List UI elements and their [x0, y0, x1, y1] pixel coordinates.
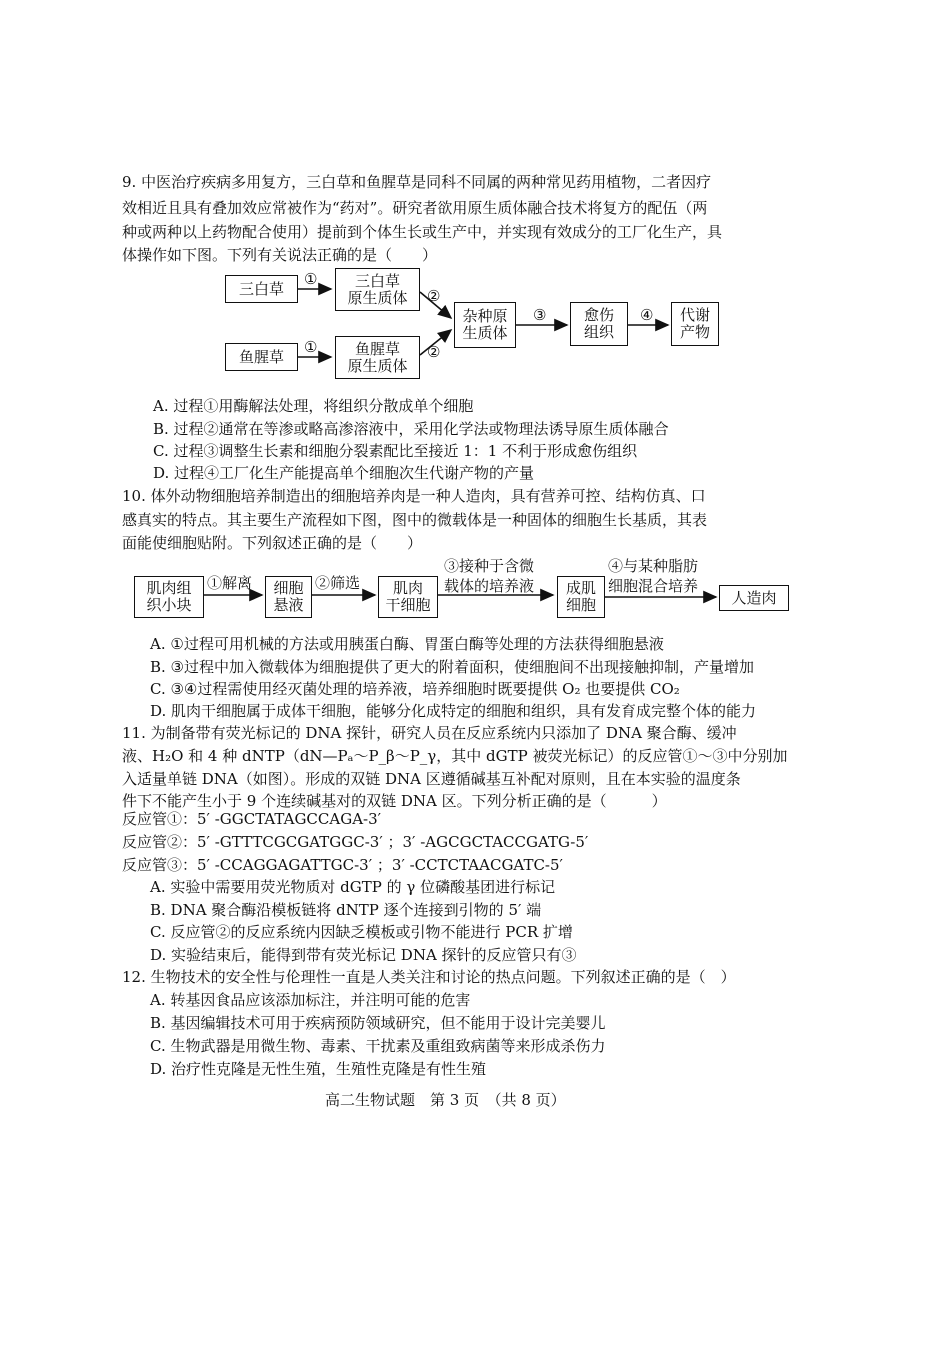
- q10-box-stem-l2: 干细胞: [385, 596, 431, 614]
- q12-option-b: B. 基因编辑技术可用于疾病预防领域研究，但不能用于设计完美婴儿: [150, 1014, 606, 1032]
- q9-option-b: B. 过程②通常在等渗或略高渗溶液中，采用化学法或物理法诱导原生质体融合: [153, 420, 669, 438]
- q9-stem-line: 种或两种以上药物配合使用）提前到个体生长或生产中，并实现有效成分的工厂化生产，具: [122, 223, 723, 241]
- q9-step4: ④: [640, 306, 654, 324]
- q10-option-a: A. ①过程可用机械的方法或用胰蛋白酶、胃蛋白酶等处理的方法获得细胞悬液: [150, 635, 664, 653]
- q9-box-yuxing-proto-l1: 鱼腥草: [354, 339, 400, 358]
- q12-option-c: C. 生物武器是用微生物、毒素、干扰素及重组致病菌等来形成杀伤力: [150, 1037, 606, 1055]
- q10-box-stem-l1: 肌肉: [392, 579, 423, 597]
- q10-option-d: D. 肌肉干细胞属于成体干细胞，能够分化成特定的细胞和组织，具有发育成完整个体的能力: [150, 702, 757, 720]
- q9-box-metab-l1: 代谢: [679, 306, 710, 324]
- q9-stem-line: 9. 中医治疗疾病多用复方，三白草和鱼腥草是同科不同属的两种常见药用植物，二者因疗: [122, 173, 712, 191]
- q12-option-d: D. 治疗性克隆是无性生殖，生殖性克隆是有性生殖: [150, 1060, 487, 1078]
- q9-box-metab-l2: 产物: [679, 323, 710, 341]
- q10-box-suspension-l1: 细胞: [273, 579, 304, 597]
- q10-step4-l2: 细胞混合培养: [608, 577, 699, 595]
- q10-step3-l1: ③接种于含微: [444, 557, 535, 575]
- q9-option-c: C. 过程③调整生长素和细胞分裂素配比至接近 1：1 不利于形成愈伤组织: [153, 442, 638, 460]
- q10-step3-l2: 载体的培养液: [444, 577, 535, 595]
- q11-option-d: D. 实验结束后，能得到带有荧光标记 DNA 探针的反应管只有③: [150, 946, 577, 964]
- q9-box-yuxing-label: 鱼腥草: [238, 347, 284, 366]
- q9-stem-line: 体操作如下图。下列有关说法正确的是（ ）: [122, 246, 438, 264]
- q10-step1: ①解离: [207, 574, 253, 592]
- q11-tube-3: 反应管③：5′ -CCAGGAGATTGC-3′ ；3′ -CCTCTAACGATC-5′: [122, 856, 563, 874]
- q10-box-myoblast-l2: 细胞: [565, 596, 596, 614]
- q11-option-b: B. DNA 聚合酶沿模板链将 dNTP 逐个连接到引物的 5′ 端: [150, 901, 542, 919]
- q10-box-suspension: [265, 576, 312, 618]
- q9-option-a: A. 过程①用酶解法处理，将组织分散成单个细胞: [153, 397, 474, 415]
- q9-step1b: ①: [304, 338, 318, 356]
- q11-stem-line: 件下不能产生小于 9 个连续碱基对的双链 DNA 区。下列分析正确的是（ ）: [122, 792, 667, 810]
- q9-box-sanbai-proto-l2: 原生质体: [347, 288, 408, 307]
- q9-box-callus-l2: 组织: [583, 323, 614, 341]
- q9-stem-line: 效相近且具有叠加效应常被作为“药对”。研究者欲用原生质体融合技术将复方的配伍（两: [122, 199, 708, 217]
- q10-box-suspension-l2: 悬液: [273, 596, 304, 614]
- q10-box-tissue-l1: 肌肉组: [146, 579, 192, 597]
- q10-box-meat: [719, 585, 789, 611]
- q9-box-hybrid-l1: 杂种原: [462, 307, 508, 325]
- q9-box-hybrid-l2: 生质体: [462, 324, 508, 342]
- q11-option-c: C. 反应管②的反应系统内因缺乏模板或引物不能进行 PCR 扩增: [150, 923, 573, 941]
- q11-tube-2: 反应管②：5′ -GTTTCGCGATGGC-3′ ；3′ -AGCGCTACCGATG-5′: [122, 833, 589, 851]
- q10-box-meat-label: 人造肉: [731, 588, 777, 607]
- q11-stem-line: 液、H₂O 和 4 种 dNTP（dN—Pₐ～P_β～P_γ，其中 dGTP 被荧光标记）的反应管①～③中分别加: [122, 747, 788, 765]
- q9-step1a: ①: [304, 270, 318, 288]
- q9-step2a: ②: [427, 287, 441, 305]
- q11-stem-line: 11. 为制备带有荧光标记的 DNA 探针，研究人员在反应系统内只添加了 DNA 聚合酶、缓冲: [122, 724, 737, 742]
- q12-option-a: A. 转基因食品应该添加标注，并注明可能的危害: [150, 991, 471, 1009]
- q9-step3: ③: [533, 306, 547, 324]
- q9-box-callus-l1: 愈伤: [583, 306, 614, 324]
- page-footer: 高二生物试题 第 3 页 （共 8 页）: [325, 1091, 566, 1109]
- q11-tube-1: 反应管①：5′ -GGCTATAGCCAGA-3′: [122, 810, 382, 828]
- q10-box-tissue-l2: 织小块: [146, 596, 192, 614]
- q10-stem-line: 面能使细胞贴附。下列叙述正确的是（ ）: [122, 534, 423, 552]
- q9-box-sanbai-label: 三白草: [238, 279, 284, 298]
- q12-stem: 12. 生物技术的安全性与伦理性一直是人类关注和讨论的热点问题。下列叙述正确的是（ ）: [122, 968, 736, 986]
- q10-box-myoblast: [557, 576, 605, 618]
- q10-option-c: C. ③④过程需使用经灭菌处理的培养液，培养细胞时既要提供 O₂ 也要提供 CO₂: [150, 680, 680, 698]
- q10-step3: [444, 556, 534, 596]
- q10-stem-line: 感真实的特点。其主要生产流程如下图，图中的微载体是一种固体的细胞生长基质，其表: [122, 511, 708, 529]
- q10-option-b: B. ③过程中加入微载体为细胞提供了更大的附着面积，使细胞间不出现接触抑制，产量增加: [150, 658, 755, 676]
- q9-box-sanbai-proto-l1: 三白草: [354, 271, 400, 290]
- q10-step2: ②筛选: [315, 574, 361, 592]
- q10-box-myoblast-l1: 成肌: [565, 579, 596, 597]
- q10-box-stem: [378, 576, 438, 618]
- q9-box-yuxing-proto-l2: 原生质体: [347, 356, 408, 375]
- q10-step4: [608, 556, 698, 596]
- q9-option-d: D. 过程④工厂化生产能提高单个细胞次生代谢产物的产量: [153, 464, 535, 482]
- q10-stem-line: 10. 体外动物细胞培养制造出的细胞培养肉是一种人造肉，具有营养可控、结构仿真、口: [122, 487, 706, 505]
- q11-option-a: A. 实验中需要用荧光物质对 dGTP 的 γ 位磷酸基团进行标记: [150, 878, 556, 896]
- q10-box-tissue: [134, 576, 204, 618]
- q11-stem-line: 入适量单链 DNA（如图）。形成的双链 DNA 区遵循碱基互补配对原则，且在本实验的温度条: [122, 770, 741, 788]
- q10-step4-l1: ④与某种脂肪: [608, 557, 699, 575]
- q9-step2b: ②: [427, 343, 441, 361]
